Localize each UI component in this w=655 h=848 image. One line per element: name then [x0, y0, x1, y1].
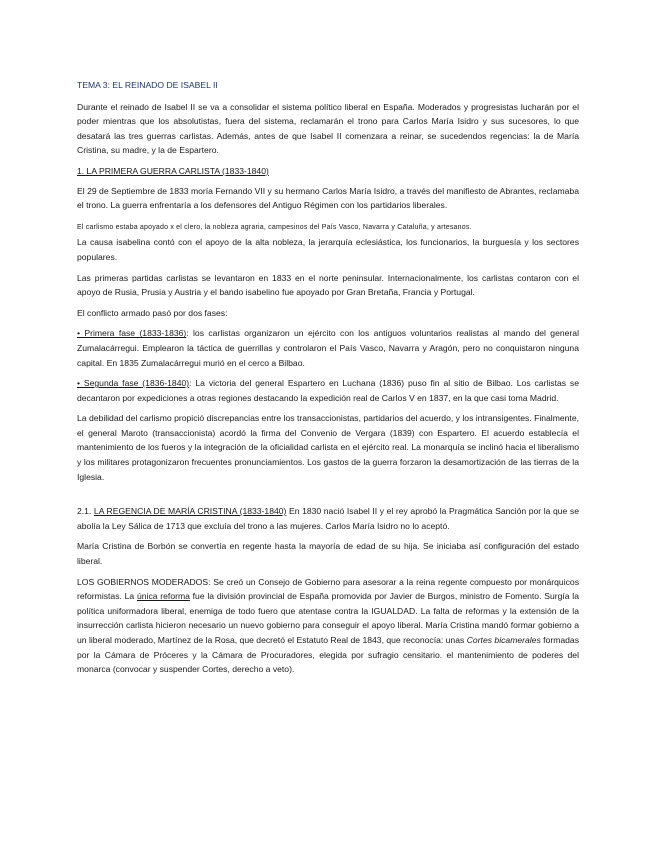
gobiernos-moderados-text-b: fue la división provincial de España promovida por Javier de Burgos, ministro de Fomento. Surgía la política uniformadora liberal, enemiga de todo fuero que atentase contra la IGUALDAD. La falta de reformas y la extensión de la insurrección carlista hicieron necesario un nuevo gobierno para conseguir el apoyo liberal. María Cristina mandó formar gobierno a un liberal moderado, Martínez de la Rosa, que decretó el Estatuto Real de 1843, que reconocía: unas — [77, 591, 579, 645]
segunda-fase-text: : La victoria del general Espartero en Luchana (1836) puso fin al sitio de Bilbao. Los carlistas se decantaron por expediciones a otras regiones destacando la expedición real de Carlos V en 1837, en la que casi toma Madrid. — [77, 378, 579, 403]
paragraph-debilidad-carlismo: La debilidad del carlismo propició discrepancias entre los transaccionistas, partidarios del acuerdo, y los intransigentes. Finalmente, el general Maroto (transaccionista) acordó la firma del Convenio de Vergara (1839) con Espartero. El acuerdo establecía el mantenimiento de los fueros y la integración de la oficialidad carlista en el ejército real. La monarquía se inclinó hacia el liberalismo y los militares protagonizaron frecuentes pronunciamientos. Los gastos de la guerra forzaron la desamortización de las tierras de la Iglesia. — [77, 413, 579, 482]
section-heading-regencia-maria-cristina: LA REGENCIA DE MARÍA CRISTINA (1833-1840) — [93, 506, 287, 517]
intro-paragraph: Durante el reinado de Isabel II se va a consolidar el sistema político liberal en España. Moderados y progresistas lucharán por el poder mientras que los absolutistas, fuera del sistema, reclamarán el trono para Carlos María Isidro y sus sucesores, lo que desatará las tres guerras carlistas. Además, antes de que Isabel II comenzara a reinar, se sucedendos regencias: la de María Cristina, su madre, y la de Espartero. — [77, 101, 579, 156]
paragraph-regencia-intro — [77, 504, 579, 533]
unica-reforma-text: única reforma — [136, 591, 190, 602]
paragraph-fases-intro: El conflicto armado pasó por dos fases: — [77, 307, 228, 318]
paragraph-primeras-partidas: Las primeras partidas carlistas se levantaron en 1833 en el norte peninsular. Internacionalmente, los carlistas contaron con el apoyo de Rusia, Prusia y Austria y el bando isabelino fue apoyado por Gran Bretaña, Francia y Portugal. — [77, 272, 579, 298]
document-title: TEMA 3: EL REINADO DE ISABEL II — [77, 80, 218, 90]
segunda-fase-label: • Segunda fase (1836-1840) — [77, 378, 190, 389]
regencia-intro-text: En 1830 nació Isabel II y el rey aprobó la Pragmática Sanción por la que se abolía la Ley Sálica de 1713 que excluía del trono a las mujeres. Carlos María Isidro no lo aceptó. — [77, 506, 579, 531]
causa-isabelina-text: La causa isabelina contó con el apoyo de la alta nobleza, la jerarquía eclesiástica, los funcionarios, la burguesía y los sectores populares. — [77, 237, 579, 262]
paragraph-apoyos — [77, 219, 579, 265]
paragraph-muerte-fernando-vii: El 29 de Septiembre de 1833 moría Fernando VII y su hermano Carlos María Isidro, a través del manifiesto de Abrantes, reclamaba el trono. La guerra enfrentaría a los defensores del Antiguo Régimen con los partidarios liberales. — [77, 185, 579, 211]
gobiernos-moderados-text-a: LOS GOBIERNOS MODERADOS: Se creó un Consejo de Gobierno para asesorar a la reina regente compuesto por monárquicos reformistas. La — [77, 576, 579, 602]
paragraph-segunda-fase — [77, 376, 579, 405]
document-page — [77, 78, 579, 683]
gobiernos-moderados-text-c: formadas por la Cámara de Próceres y la Cámara de Procuradores, elegida por sufragio censitario. el mantenimiento de poderes del monarca (convocar y suspender Cortes, derecho a veto). — [77, 635, 579, 675]
section-number: 2.1. — [77, 506, 94, 517]
primera-fase-label: • Primera fase (1833-1836) — [77, 328, 187, 339]
primera-fase-text: : los carlistas organizaron un ejército con los antiguos voluntarios realistas al mando del general Zumalacárregui. Emplearon la táctica de guerrillas y controlaron el País Vasco, Navarra y Aragón, pero no conquistaron ninguna capital. En 1835 Zumalacárregui murió en el cerco a Bilbao. — [77, 328, 579, 368]
section-heading-primera-guerra-carlista: 1. LA PRIMERA GUERRA CARLISTA (1833-1840) — [77, 165, 269, 176]
paragraph-gobiernos-moderados — [77, 575, 579, 677]
carlismo-apoyos-text: El carlismo estaba apoyado x el clero, la nobleza agraria, campesinos del País Vasco, Navarra y Cataluña, y artesanos. — [77, 223, 472, 231]
paragraph-primera-fase — [77, 326, 579, 370]
cortes-bicamerales-text: Cortes bicamerales — [466, 635, 541, 645]
section-spacer — [77, 490, 579, 504]
paragraph-maria-cristina-regente: María Cristina de Borbón se convertía en regente hasta la mayoría de edad de su hija. Se iniciaba así configuración del estado liberal. — [77, 541, 579, 567]
